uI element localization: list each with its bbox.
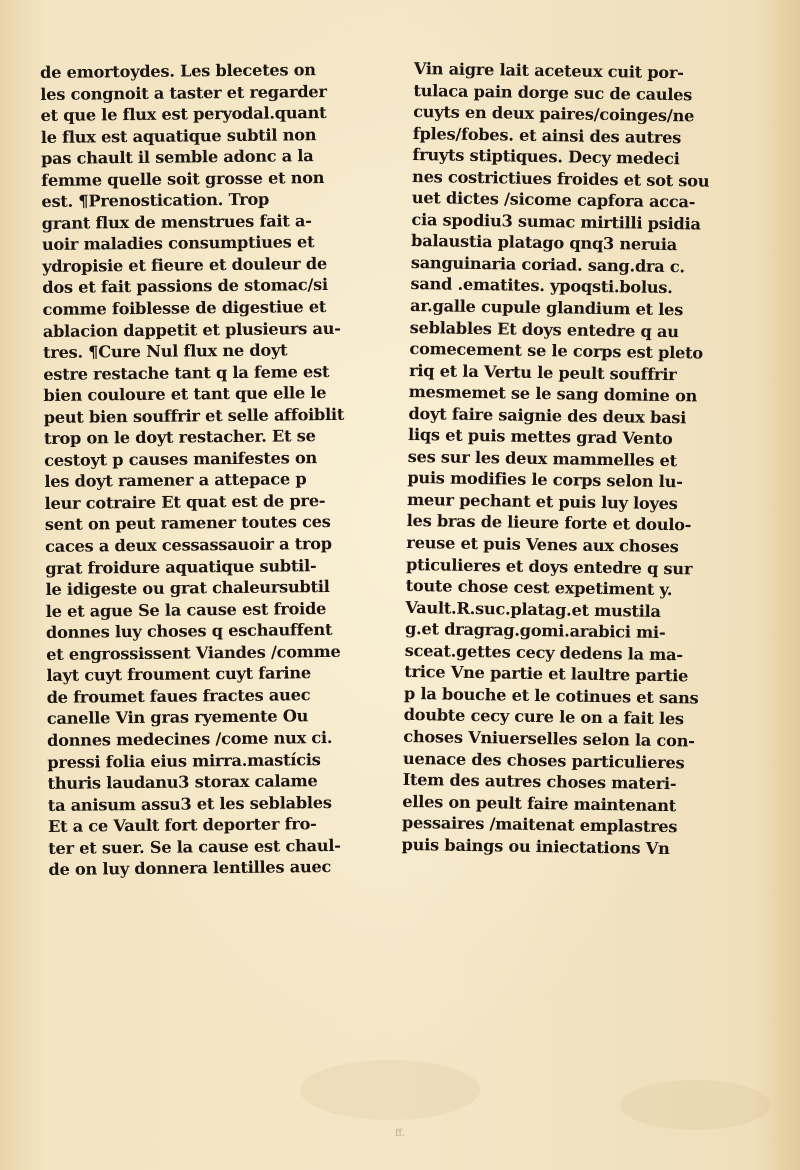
text-line: reuse et puis Venes aux choses <box>406 532 679 557</box>
text-line: et que le flux est peryodal.quant <box>40 103 327 126</box>
text-line: ter et suer. Se la cause est chaul- <box>48 835 341 858</box>
text-line: donnes luy choses q eschauffent <box>45 620 333 643</box>
text-line: ta anisum assu3 et les seblables <box>47 792 332 815</box>
text-line: thuris laudanu3 storax calame <box>47 771 318 794</box>
text-line: fruyts stiptiques. Decy medeci <box>412 145 680 169</box>
text-line: leur cotraire Et quat est de pre- <box>44 490 326 513</box>
text-line: sent on peut ramener toutes ces <box>44 512 331 535</box>
text-line: sanguinaria coriad. sang.dra c. <box>410 252 686 277</box>
text-line: est. ¶Prenostication. Trop <box>41 189 270 212</box>
text-line: ablacion dappetit et plusieurs au- <box>42 318 341 341</box>
text-line: de emortoydes. Les blecetes on <box>40 60 316 82</box>
text-line: le flux est aquatique subtil non <box>40 124 317 147</box>
text-line: ar.galle cupule glandium et les <box>409 295 684 320</box>
text-line: le et ague Se la cause est froide <box>45 598 327 621</box>
text-line: liqs et puis mettes grad Vento <box>407 425 673 449</box>
text-line: fples/fobes. et ainsi des autres <box>412 123 682 147</box>
text-line: peut bien souffrir et selle affoiblit <box>43 404 345 427</box>
text-line: pressi folia eius mirra.mastícis <box>47 749 321 772</box>
paper-stain <box>300 1060 480 1120</box>
left-text-column <box>40 58 404 880</box>
text-line: sand .ematites. ypoqsti.bolus. <box>410 274 673 298</box>
text-line: pticulieres et doys entedre q sur <box>405 554 693 579</box>
text-line: toute chose cest expetiment y. <box>405 576 673 600</box>
text-line: cestoyt p causes manifestes on <box>44 447 318 470</box>
text-line: donnes medecines /come nux ci. <box>47 727 333 750</box>
text-line: sceat.gettes cecy dedens la ma- <box>404 640 683 665</box>
text-line: doyt faire saignie des deux basi <box>408 403 687 428</box>
text-line: grant flux de menstrues fait a- <box>41 210 312 233</box>
text-line: nes costrictiues froides et sot sou <box>411 166 710 191</box>
text-line: cuyts en deux paires/coinges/ne <box>413 102 695 126</box>
text-line: uoir maladies consumptiues et <box>41 232 315 255</box>
text-line: Vault.R.suc.platag.et mustila <box>405 597 661 621</box>
text-line: Et a ce Vault fort deporter fro- <box>47 814 317 837</box>
text-line: ses sur les deux mammelles et <box>407 446 677 471</box>
text-line: layt cuyt froument cuyt farine <box>46 663 312 686</box>
text-line: trice Vne partie et laultre partie <box>404 662 689 686</box>
text-line: comecement se le corps est pleto <box>409 339 704 363</box>
text-line: pas chault il semble adonc a la <box>40 146 314 169</box>
text-line: seblables Et doys entedre q au <box>409 317 679 341</box>
text-line: g.et dragrag.gomi.arabici mi- <box>404 619 666 643</box>
text-line: mesmemet se le sang domine on <box>408 382 698 406</box>
text-line: elles on peult faire maintenant <box>402 791 677 815</box>
text-line: bien couloure et tant que elle le <box>43 383 327 406</box>
paper-stain <box>620 1080 770 1130</box>
text-line: tres. ¶Cure Nul flux ne doyt <box>42 340 288 363</box>
text-line: les bras de lieure forte et doulo- <box>406 511 692 535</box>
text-line: estre restache tant q la feme est <box>43 361 330 384</box>
text-line: grat froidure aquatique subtil- <box>45 555 317 578</box>
marginal-smudge: ff. <box>395 1128 405 1139</box>
text-line: riq et la Vertu le peult souffrir <box>408 360 677 384</box>
text-line: puis modifies le corps selon lu- <box>407 468 683 492</box>
text-line: trop on le doyt restacher. Et se <box>43 426 316 449</box>
text-line: uet dictes /sicome capfora acca- <box>411 188 696 212</box>
text-line: balaustia platago qnq3 neruia <box>410 231 678 255</box>
text-line: p la bouche et le cotinues et sans <box>403 683 699 708</box>
text-line: le idigeste ou grat chaleursubtil <box>45 577 330 600</box>
text-line: tulaca pain dorge suc de caules <box>413 80 693 104</box>
text-line: uenace des choses particulieres <box>402 748 685 772</box>
text-line: choses Vniuerselles selon la con- <box>403 726 695 751</box>
text-line: pessaires /maitenat emplastres <box>401 813 678 837</box>
text-line: de on luy donnera lentilles auec <box>48 857 332 880</box>
right-text-column <box>401 58 768 861</box>
text-line: femme quelle soit grosse et non <box>41 167 325 190</box>
text-line: de froumet faues fractes auec <box>46 685 311 707</box>
text-line: les doyt ramener a attepace p <box>44 469 307 492</box>
text-line: ydropisie et fieure et douleur de <box>42 253 328 276</box>
text-line: et engrossissent Viandes /comme <box>46 641 341 664</box>
text-line: puis baings ou iniectations Vn <box>401 834 670 858</box>
text-line: comme foiblesse de digestiue et <box>42 297 327 320</box>
text-line: meur pechant et puis luy loyes <box>406 489 678 514</box>
text-line: Item des autres choses materi- <box>402 769 677 794</box>
text-line: caces a deux cessassauoir a trop <box>44 534 332 557</box>
text-line: doubte cecy cure le on a fait les <box>403 705 684 729</box>
text-line: dos et fait passions de stomac/si <box>42 275 328 298</box>
text-line: canelle Vin gras ryemente Ou <box>46 706 309 729</box>
text-line: Vin aigre lait aceteux cuit por- <box>413 58 684 83</box>
text-line: cia spodiu3 sumac mirtilli psidia <box>411 209 701 234</box>
text-line: les congnoit a taster et regarder <box>40 81 327 104</box>
